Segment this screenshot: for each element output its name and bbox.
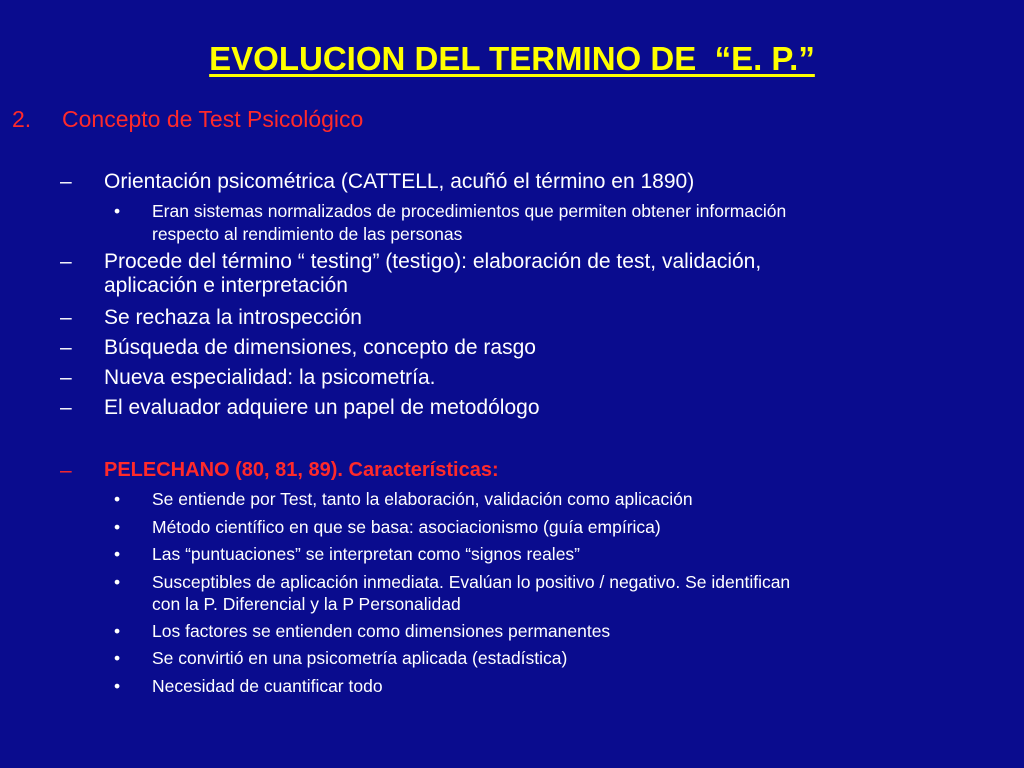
list-item: Susceptibles de aplicación inmediata. Evalúan lo positivo / negativo. Se identifican: [152, 572, 791, 592]
list-item-continuation: con la P. Diferencial y la P Personalidad: [152, 594, 461, 614]
list-item: Necesidad de cuantificar todo: [152, 676, 383, 696]
list-item: Orientación psicométrica (CATTELL, acuñó el término en 1890): [104, 170, 695, 193]
list-item-continuation: respecto al rendimiento de las personas: [152, 224, 463, 244]
list-item: Búsqueda de dimensiones, concepto de rasgo: [104, 336, 536, 359]
list-item: Las “puntuaciones” se interpretan como “signos reales”: [152, 544, 580, 564]
bullet-marker: •: [114, 648, 121, 668]
bullet-marker: •: [114, 544, 121, 564]
list-item: Se entiende por Test, tanto la elaboración, validación como aplicación: [152, 489, 693, 509]
dash-marker: –: [60, 170, 72, 193]
bullet-marker: •: [114, 517, 121, 537]
list-item: Se convirtió en una psicometría aplicada (estadística): [152, 648, 568, 668]
list-item: El evaluador adquiere un papel de metodólogo: [104, 396, 540, 419]
list-item: Los factores se entienden como dimensiones permanentes: [152, 621, 611, 641]
list-item: Se rechaza la introspección: [104, 306, 362, 329]
dash-marker: –: [60, 306, 72, 329]
pelechano-heading: PELECHANO (80, 81, 89). Características:: [104, 459, 499, 481]
bullet-marker: •: [114, 489, 121, 509]
dash-marker: –: [60, 396, 72, 419]
list-item: Eran sistemas normalizados de procedimientos que permiten obtener información: [152, 201, 787, 221]
list-item: Nueva especialidad: la psicometría.: [104, 366, 436, 389]
list-item: Método científico en que se basa: asociacionismo (guía empírica): [152, 517, 661, 537]
bullet-marker: •: [114, 572, 121, 592]
dash-marker: –: [60, 459, 72, 482]
dash-marker: –: [60, 366, 72, 389]
bullet-marker: •: [114, 621, 121, 641]
section-number: 2.: [12, 106, 32, 132]
bullet-marker: •: [114, 676, 121, 696]
dash-marker: –: [60, 336, 72, 359]
section-heading: Concepto de Test Psicológico: [62, 106, 364, 132]
slide-title: EVOLUCION DEL TERMINO DE “E. P.”: [209, 40, 815, 77]
bullet-marker: •: [114, 201, 121, 221]
list-item: Procede del término “ testing” (testigo): elaboración de test, validación,: [104, 250, 762, 273]
list-item-continuation: aplicación e interpretación: [104, 274, 348, 297]
dash-marker: –: [60, 250, 72, 273]
